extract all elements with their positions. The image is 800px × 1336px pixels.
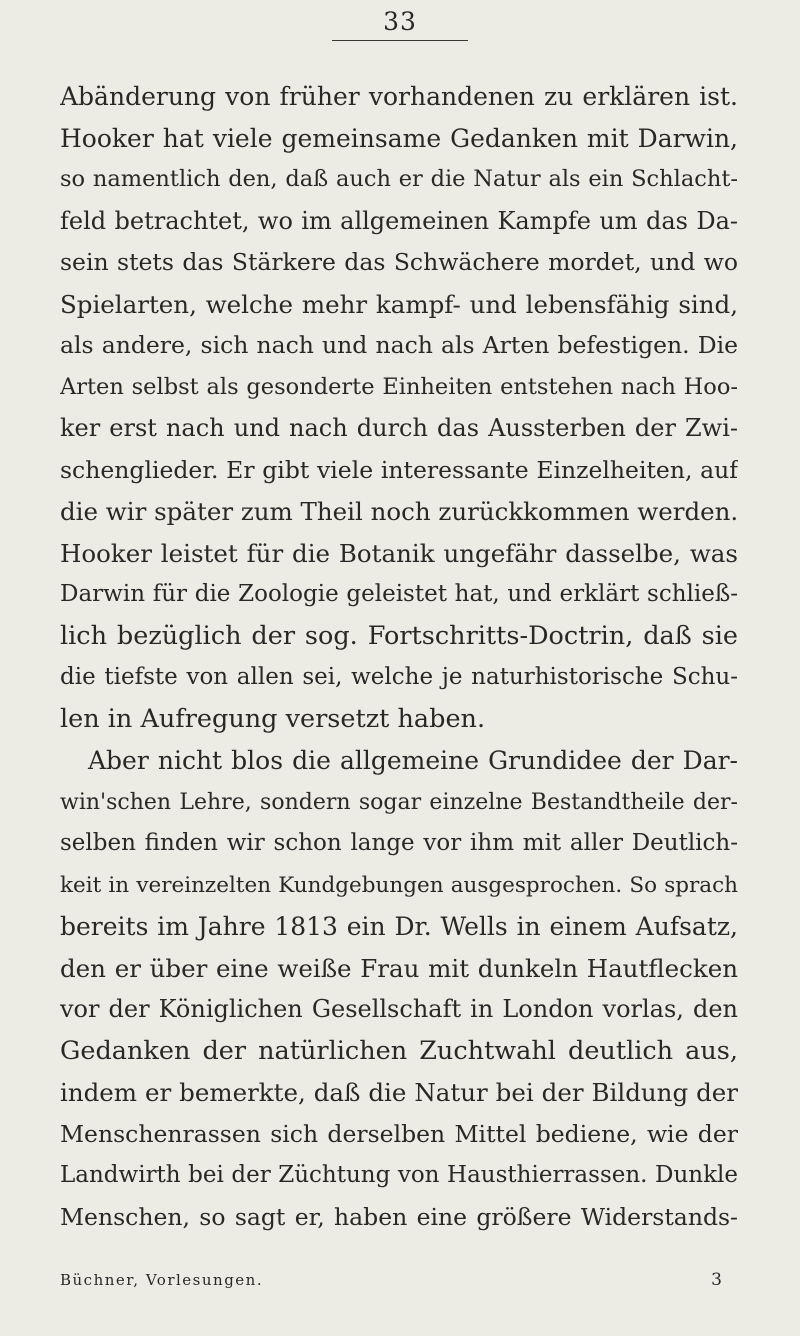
page-number: 33 xyxy=(383,7,417,36)
text-line: keit in vereinzelten Kundgebungen ausgesprochen. So sprach xyxy=(60,872,738,898)
text-line: Hooker hat viele gemeinsame Gedanken mit Darwin, xyxy=(60,123,738,153)
text-line: lich bezüglich der sog. Fortschritts-Doctrin, daß sie xyxy=(60,620,738,651)
text-line: Spielarten, welche mehr kampf- und lebensfähig sind, xyxy=(60,289,738,319)
text-line: bereits im Jahre 1813 ein Dr. Wells in einem Aufsatz, xyxy=(60,912,738,941)
text-line: Menschenrassen sich derselben Mittel bediene, wie der xyxy=(60,1119,738,1148)
footer xyxy=(60,1268,738,1292)
text-line: indem er bemerkte, daß die Natur bei der Bildung der xyxy=(60,1078,738,1107)
text-line: schenglieder. Er gibt viele interessante Einzelheiten, auf xyxy=(60,455,738,484)
text-line: Hooker leistet für die Botanik ungefähr dasselbe, was xyxy=(60,538,738,568)
text-line: als andere, sich nach und nach als Arten befestigen. Die xyxy=(60,331,738,359)
text-line: Darwin für die Zoologie geleistet hat, und erklärt schließ- xyxy=(60,581,738,607)
text-line: sein stets das Stärkere das Schwächere mordet, und wo xyxy=(60,248,738,276)
text-line: Gedanken der natürlichen Zuchtwahl deutlich aus, xyxy=(60,1035,738,1066)
text-line: Arten selbst als gesonderte Einheiten entstehen nach Hoo- xyxy=(60,373,738,400)
text-line: so namentlich den, daß auch er die Natur als ein Schlacht- xyxy=(60,166,738,192)
text-line: Aber nicht blos die allgemeine Grundidee der Dar- xyxy=(88,746,738,775)
text-line: die tiefste von allen sei, welche je naturhistorische Schu- xyxy=(60,664,738,690)
text-line: den er über eine weiße Frau mit dunkeln Hautflecken xyxy=(60,953,738,983)
body-text xyxy=(60,76,738,1238)
text-line: win'schen Lehre, sondern sogar einzelne Bestandtheile der- xyxy=(60,789,738,815)
text-line: die wir später zum Theil noch zurückkommen werden. xyxy=(60,497,738,526)
text-line: len in Aufregung versetzt haben. xyxy=(60,703,486,734)
text-line: vor der Königlichen Gesellschaft in London vorlas, den xyxy=(60,995,738,1023)
text-line: selben finden wir schon lange vor ihm mit aller Deutlich- xyxy=(60,830,738,856)
text-line: Menschen, so sagt er, haben eine größere Widerstands- xyxy=(60,1202,738,1231)
text-line: Abänderung von früher vorhandenen zu erklären ist. xyxy=(60,82,738,111)
text-line: ker erst nach und nach durch das Aussterben der Zwi- xyxy=(60,414,738,442)
header-rule xyxy=(332,40,468,41)
text-line: feld betrachtet, wo im allgemeinen Kampfe um das Da- xyxy=(60,206,738,235)
footer-signature: Büchner, Vorlesungen. xyxy=(60,1271,264,1289)
text-line: Landwirth bei der Züchtung von Hausthierrassen. Dunkle xyxy=(60,1162,738,1188)
sheet-number: 3 xyxy=(711,1270,722,1290)
